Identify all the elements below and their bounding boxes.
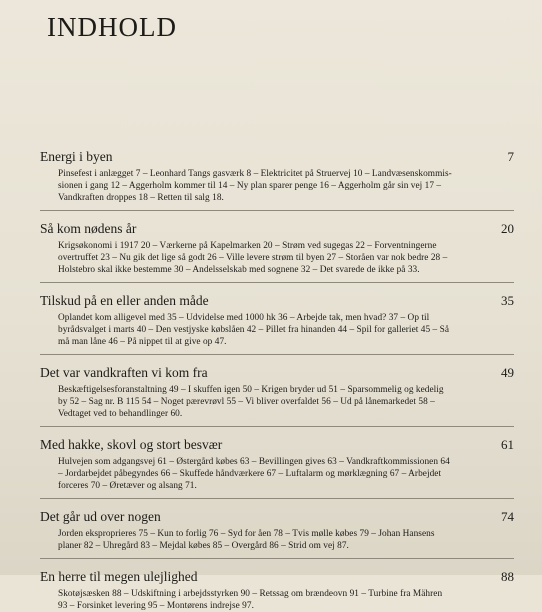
subtopic-line: sionen i gang 12 – Aggerholm kommer til 14 – Ny plan sparer penge 16 – Aggerholm går sin vej 17 – <box>58 181 442 191</box>
subtopic-line: Pinsefest i anlægget 7 – Leonhard Tangs gasværk 8 – Elektricitet på Struervej 10 – Landvæsenskommis- <box>58 169 452 179</box>
section-page-number: 35 <box>501 293 514 308</box>
subtopic-line: Beskæftigelsesforanstaltning 49 – I skuffen igen 50 – Krigen bryder ud 51 – Sparsommelig og kedelig <box>58 385 444 395</box>
toc-heading-row <box>40 220 514 237</box>
subtopic-line: Hulvejen som adgangsvej 61 – Østergård købes 63 – Bevillingen gives 63 – Vandkraftkommissionen 64 <box>58 457 450 467</box>
page-title: INDHOLD <box>47 12 177 42</box>
toc-section <box>40 508 514 559</box>
section-subtopics <box>58 312 514 348</box>
toc-heading-row <box>40 568 514 585</box>
section-divider <box>40 210 514 211</box>
toc-heading-row <box>40 364 514 381</box>
section-divider <box>40 558 514 559</box>
subtopic-line: Jorden eksproprieres 75 – Kun to forlig 76 – Syd for åen 78 – Tvis mølle købes 79 – Johan Hansens <box>58 529 435 539</box>
section-divider <box>40 354 514 355</box>
section-heading: Det går ud over nogen <box>40 509 161 524</box>
subtopic-line: Holstebro skal ikke bestemme 30 – Andelsselskab med sognene 32 – Det svarede de ikke på 33. <box>58 265 420 275</box>
toc-section <box>40 292 514 355</box>
section-subtopics <box>58 456 514 492</box>
toc-heading-row <box>40 508 514 525</box>
subtopic-line: Vedtaget ved to behandlinger 60. <box>58 409 183 419</box>
subtopic-line: må man låne 46 – På nippet til at give op 47. <box>58 337 227 347</box>
section-heading: Det var vandkraften vi kom fra <box>40 365 208 380</box>
section-subtopics <box>58 588 514 612</box>
section-page-number: 88 <box>501 569 514 584</box>
subtopic-line: Skotøjsæsken 88 – Udskiftning i arbejdsstyrken 90 – Retssag om brændeovn 91 – Turbine fra Mähren <box>58 589 443 599</box>
toc-section <box>40 220 514 283</box>
section-heading: Så kom nødens år <box>40 221 137 236</box>
section-page-number: 20 <box>501 221 514 236</box>
section-page-number: 61 <box>501 437 514 452</box>
section-divider <box>40 426 514 427</box>
subtopic-line: planer 82 – Uhregård 83 – Mejdal købes 85 – Overgård 86 – Strid om vej 87. <box>58 541 349 551</box>
subtopic-line: – Jordarbejdet påbegyndes 66 – Skuffede håndværkere 67 – Luftalarm og mørklægning 67 – Arbejdet <box>58 469 442 479</box>
toc-section <box>40 364 514 427</box>
section-heading: Med hakke, skovl og stort besvær <box>40 437 223 452</box>
section-heading: En herre til megen ulejlighed <box>40 569 198 584</box>
section-subtopics <box>58 384 514 420</box>
section-subtopics <box>58 240 514 276</box>
subtopic-line: forceres 70 – Øretæver og alsang 71. <box>58 481 197 491</box>
toc-section <box>40 148 514 211</box>
section-subtopics <box>58 528 514 552</box>
toc-section <box>40 436 514 499</box>
section-subtopics <box>58 168 514 204</box>
subtopic-line: 93 – Forsinket levering 95 – Montørens indrejse 97. <box>58 601 254 611</box>
toc-section <box>40 568 514 612</box>
section-heading: Energi i byen <box>40 149 113 164</box>
subtopic-line: by 52 – Sag nr. B 115 54 – Noget pærevrøvl 55 – Vi bliver overfaldet 56 – Ud på lånemarkedet 58 – <box>58 397 435 407</box>
section-divider <box>40 282 514 283</box>
subtopic-line: Krigsøkonomi i 1917 20 – Værkerne på Kapelmarken 20 – Strøm ved sugegas 22 – Forventningerne <box>58 241 437 251</box>
subtopic-line: overtruffet 23 – Nu gik det lige så godt 26 – Ville levere strøm til byen 27 – Storåen var nok bedre 28 – <box>58 253 448 263</box>
section-page-number: 74 <box>501 509 514 524</box>
toc-heading-row <box>40 292 514 309</box>
toc-heading-row <box>40 436 514 453</box>
subtopic-line: byrådsvalget i marts 40 – Den vestjyske købslåen 42 – Pillet fra hinanden 44 – Spil for galleriet 45 – Så <box>58 325 449 335</box>
subtopic-line: Vandkraften droppes 18 – Retten til salg 18. <box>58 193 224 203</box>
section-divider <box>40 498 514 499</box>
subtopic-line: Oplandet kom alligevel med 35 – Udvidelse med 1000 hk 36 – Arbejde tak, men hvad? 37 – Op til <box>58 313 430 323</box>
table-of-contents <box>40 148 514 612</box>
toc-heading-row <box>40 148 514 165</box>
section-heading: Tilskud på en eller anden måde <box>40 293 209 308</box>
section-page-number: 49 <box>501 365 514 380</box>
section-page-number: 7 <box>507 149 514 164</box>
